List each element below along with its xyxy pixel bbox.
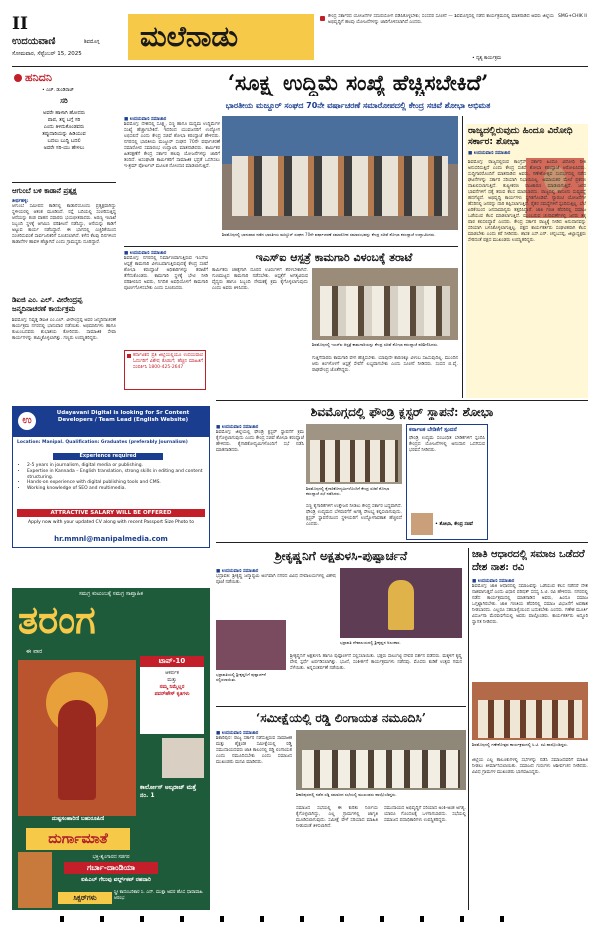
caste-photo-people — [478, 700, 582, 738]
hanidani-brand: ಹನಿದನಿ — [25, 71, 52, 84]
krishna-caption-2: ಭದ್ರಾವತಿ ದೇವಾಲಯದಲ್ಲಿ ಶ್ರೀಕೃಷ್ಣನ ಅಲಂಕಾರ. — [340, 640, 401, 645]
top10-line: ಮತ್ತು — [167, 677, 177, 683]
dancer-photo — [18, 852, 52, 908]
poem-title: ಸರಿ — [60, 97, 68, 105]
top10-line: ನಮ್ಮ ನಿಮ್ಮೆಲ್ಲರ — [159, 684, 185, 690]
caste-divider — [468, 548, 469, 910]
esi-story-tag: ■ ಉದಯವಾಣಿ ಸಮಾಚಾರ — [124, 251, 167, 256]
alcaraz-blurb: ಕಾರ್ಲೋಸ್ ಅಲ್ಕರಾಜ್ ಮತ್ತೆ ನಂ. 1 — [140, 784, 197, 799]
taranga-issue: ಈ ವಾರ — [26, 648, 43, 655]
durga-image — [18, 660, 136, 816]
notice-body: ಕರ್ನಾಟಕದ ಪ್ರತಿ ಜಿಲ್ಲೆಯಲ್ಲಿಯೂ ಉದಯವಾಣಿ ಓದುಗರಿಗೆ ವಿಶೇಷ ಕೊಡುಗೆ; ಹೆಚ್ಚಿನ ಮಾಹಿತಿಗೆ ಸಂಪರ್ಕಿಸಿ 1800-425-2647 — [133, 353, 203, 370]
foundry-photo-caption: ಶಿವಮೊಗ್ಗದಲ್ಲಿ ಕೈಗಾರಿಕೋದ್ಯಮಿಗಳೊಂದಿಗೆ ಕೇಂದ್ರ ಸಚಿವೆ ಶೋಭಾ ಕರಂದ್ಲಾಜೆ ಸಭೆ ನಡೆಸಿದರು. — [306, 486, 390, 496]
esi-photo-people — [320, 286, 450, 336]
main-headline: ‘ಸೂಕ್ಷ್ಮ ಉದ್ದಿಮೆ ಸಂಖ್ಯೆ ಹೆಚ್ಚಿಸಬೇಕಿದೆ’ — [227, 70, 489, 95]
poem-line: ಬದಲು ಬುದ್ಧಿ ಬದಲಿ — [47, 138, 81, 144]
job-ad — [12, 406, 210, 548]
notice-icon — [127, 354, 131, 358]
taranga-ad — [12, 588, 210, 910]
top10-line: ಆಕರ್ಷಕ — [165, 670, 179, 676]
main-story-col1 — [124, 116, 220, 244]
requirement-item: • Hands-on experience with digital publishing tools and CMS. — [27, 480, 205, 486]
main-story-tag: ■ ಉದಯವಾಣಿ ಸಮಾಚಾರ — [124, 117, 167, 122]
esi-photo-caption: ಶಿವಮೊಗ್ಗದಲ್ಲಿ ಇಎಸ್‌ಐ ಆಸ್ಪತ್ರೆ ಕಾಮಗಾರಿಯನ್ನು ಕೇಂದ್ರ ಸಚಿವೆ ಶೋಭಾ ಕರಂದ್ಲಾಜೆ ಪರಿಶೀಲಿಸಿದರು. — [312, 342, 439, 347]
main-divider — [124, 246, 458, 247]
esi-story-text: ಶಿವಮೊಗ್ಗ: ನಗರದಲ್ಲಿ ನಿರ್ಮಾಣವಾಗುತ್ತಿರುವ ಇಎಸ್‌ಐ ಆಸ್ಪತ್ರೆ ಕಾಮಗಾರಿ ವಿಳಂಬವಾಗುತ್ತಿರುವುದಕ್ಕೆ ಕೇಂದ್ರ ಸಚಿವೆ ಶೋಭಾ ಕರಂದ್ಲಾಜೆ ಅಧಿಕಾರಿಗಳನ್ನು ತರಾಟೆಗೆ ತೆಗೆದುಕೊಂಡರು. ಕಾಮಗಾರಿ ಸ್ಥಳಕ್ಕೆ ಭೇಟಿ ನೀಡಿ ಪರಿಶೀಲಿಸಿದ ಅವರು, ನಿಗದಿತ ಅವಧಿಯೊಳಗೆ ಕಾಮಗಾರಿ ಪೂರ್ಣಗೊಳಿಸಬೇಕು ಎಂದು ಸೂಚಿಸಿದರು. — [124, 256, 208, 291]
lingayat-story-col2: ಸಮಾಜದ ಸಭೆಯಲ್ಲಿ ಈ ಕುರಿತು ನಿರ್ಣಯ ಕೈಗೊಳ್ಳಲಾಗಿದ್ದು, ಎಲ್ಲ ಗ್ರಾಮಗಳಲ್ಲಿ ಜಾಗೃತಿ ಮೂಡಿಸಲಾಗುವುದು. ಸಮೀಕ್ಷೆ ವೇಳೆ ಸರಿಯಾದ ಮಾಹಿತಿ ನೀಡುವಂತೆ ತಿಳಿಸಲಾಗಿದೆ. — [296, 806, 378, 829]
krishna-story — [216, 568, 336, 618]
lingayat-story-tag: ■ ಉದಯವಾಣಿ ಸಮಾಚಾರ — [216, 731, 259, 736]
caste-story-tag: ■ ಉದಯವಾಣಿ ಸಮಾಚಾರ — [472, 579, 515, 584]
lingayat-rule — [216, 706, 466, 707]
stage-people — [232, 156, 448, 216]
poem-line: ಅವರೇ ಸರಿ-ಯು ಹೇಳಲು — [43, 145, 85, 151]
foundry-photo-people — [310, 440, 398, 482]
garba-title: ಗರ್ಬಾ-ದಾಂಡಿಯಾ — [64, 862, 158, 874]
elephant-story — [12, 186, 116, 292]
top-news-icon — [320, 16, 325, 21]
udayavani-logo-icon: ಉ — [18, 412, 36, 430]
foundry-sidebar — [406, 424, 488, 540]
issue-date: ಸೋಮವಾರ, ಸೆಪ್ಟೆಂಬರ್ 15, 2025 — [12, 51, 82, 57]
job-ad-requirements — [21, 463, 205, 492]
esi-story — [124, 250, 208, 346]
ipl-blurb: ಐಪಿಎಲ್ ಗೆಲುವು ವರ್ಲ್ಡ್‌ಕಪ್ ರಹದಾರಿ — [81, 877, 151, 883]
masthead — [12, 14, 588, 64]
lingayat-photo — [296, 730, 466, 790]
hanidani-logo-icon — [14, 74, 22, 82]
main-photo — [222, 116, 458, 230]
notice-box — [124, 350, 206, 390]
lingayat-headline: ‘ಸಮೀಕ್ಷೆಯಲ್ಲಿ ರಡ್ಡಿ ಲಿಂಗಾಯತ ನಮೂದಿಸಿ’ — [256, 711, 426, 725]
foundry-photo — [306, 424, 402, 484]
foundry-story-tag: ■ ಉದಯವಾಣಿ ಸಮಾಚಾರ — [216, 425, 259, 430]
foundry-story-col2: ಸಣ್ಣ ಕೈಗಾರಿಕೆಗಳಿಗೆ ಉತ್ತೇಜನ ನೀಡಲು ಕೇಂದ್ರ ಸರ್ಕಾರ ಬದ್ಧವಾಗಿದೆ. ಫೌಂಡ್ರಿ ಉದ್ಯಮದ ಬೆಳವಣಿಗೆಗೆ ಅಗತ್ಯ ಸೌಲಭ್ಯ ಕಲ್ಪಿಸಲಾಗುವುದು. ಕ್ಲಸ್ಟರ್ ಸ್ಥಾಪನೆಯಿಂದ ಸ್ಥಳೀಯರಿಗೆ ಉದ್ಯೋಗಾವಕಾಶ ಹೆಚ್ಚಲಿದೆ ಎಂದರು. — [306, 504, 402, 527]
requirement-item: • Expertise in Kannada – English translation, strong skills in editing and content structuring. — [27, 469, 205, 481]
taranga-title: ತರಂಗ — [18, 598, 96, 642]
requirement-item: • 2-5 years in journalism, digital media or publishing. — [27, 463, 205, 469]
elephant-story-headline: ಆಗುಂಬೆ ಬಳಿ ಕಾಡಾನೆ ಪ್ರತ್ಯಕ್ಷ — [12, 186, 77, 195]
main-photo-caption: ಶಿವಮೊಗ್ಗದಲ್ಲಿ ಭಾನುವಾರ ನಡೆದ ಭಾರತೀಯ ಮಜ್ದೂರ್ ಸಂಘದ 70ನೇ ವರ್ಷಾಚರಣೆ ಸಮಾರೋಪ ಸಮಾರಂಭವನ್ನು ಕೇಂದ್ರ ಸಚಿವೆ ಶೋಭಾ ಕರಂದ್ಲಾಜೆ ಉದ್ಘಾಟಿಸಿದರು. — [222, 232, 436, 237]
poem — [12, 110, 116, 152]
lower-divider — [216, 542, 588, 543]
lingayat-story — [216, 730, 292, 910]
caste-headline: ಜಾತಿ ಆಧಾರದಲ್ಲಿ ಸಮಾಜ ಒಡೆದರೆ ದೇಶ ನಾಶ: ರವಿ — [472, 549, 585, 573]
krishna-photo-1 — [216, 620, 286, 670]
top10-line: ಪವರ್‌ಹೌಸ್ ಕೃತಿಗಳು — [154, 691, 190, 697]
right-story — [466, 124, 588, 398]
lingayat-story-text: ಶಿಕಾರಿಪುರ: ರಾಜ್ಯ ಸರ್ಕಾರ ನಡೆಸುತ್ತಿರುವ ಸಾಮಾಜಿಕ ಮತ್ತು ಶೈಕ್ಷಣಿಕ ಸಮೀಕ್ಷೆಯಲ್ಲಿ ರಡ್ಡಿ ಸಮುದಾಯದವರು ಜಾತಿ ಕಾಲಂನಲ್ಲಿ ರಡ್ಡಿ ಲಿಂಗಾಯತ ಎಂದು ನಮೂದಿಸಬೇಕು ಎಂದು ಸಮಾಜದ ಮುಖಂಡರು ಮನವಿ ಮಾಡಿದರು. — [216, 736, 292, 765]
durga-figure — [58, 700, 96, 800]
garba-small: ಭಕ್ತಿ-ಶೃಂಗಾರದ ಸಡಗರ — [92, 854, 130, 860]
poem-line: ತಪ್ಪುದಾರಿಯನ್ನು ಹಿಡಿಯುವ — [42, 131, 86, 137]
elephant-story-byline: ತೀರ್ಥಹಳ್ಳಿ: — [12, 199, 29, 204]
job-ad-apply: Apply now with your updated CV along with recent Passport Size Photo to — [28, 520, 194, 525]
lingayat-photo-caption: ಶಿಕಾರಿಪುರದಲ್ಲಿ ನಡೆದ ರಡ್ಡಿ ಸಮಾಜದ ಸಭೆಯಲ್ಲಿ ಮುಖಂಡರು ಪಾಲ್ಗೊಂಡಿದ್ದರು. — [296, 792, 397, 797]
edition-label: ಶಿವಮೊಗ್ಗ — [84, 39, 100, 45]
foundry-sidebar-credit: • ಶೋಭಾ, ಕೇಂದ್ರ ಸಚಿವೆ — [435, 522, 473, 527]
caste-story-text: ಶಿವಮೊಗ್ಗ: ಜಾತಿ ಆಧಾರದಲ್ಲಿ ಸಮಾಜವನ್ನು ಒಡೆಯುವ ಕೆಲಸ ನಡೆದರೆ ದೇಶ ನಾಶವಾಗುತ್ತದೆ ಎಂದು ವಿಧಾನ ಪರಿಷತ್ ಸದಸ್ಯ ಸಿ.ಟಿ. ರವಿ ಹೇಳಿದರು. ನಗರದಲ್ಲಿ ನಡೆದ ಕಾರ್ಯಕ್ರಮದಲ್ಲಿ ಮಾತನಾಡಿದ ಅವರು, ಹಿಂದೂ ಸಮಾಜ ಒಗ್ಗಟ್ಟಾಗಿರಬೇಕು. ಜಾತಿ ಗಣತಿಯ ಹೆಸರಿನಲ್ಲಿ ಸಮಾಜ ವಿಭಜನೆಗೆ ಅವಕಾಶ ನೀಡಬಾರದು. ಎಲ್ಲರೂ ಸಹಬಾಳ್ವೆಯಿಂದ ಬದುಕಬೇಕು ಎಂದರು. ಗಣೇಶ ಮೂರ್ತಿ ವಿಸರ್ಜನಾ ಮೆರವಣಿಗೆಯಲ್ಲಿ ಅವರು ಪಾಲ್ಗೊಂಡರು. ಕಾರ್ಯಕರ್ತರು ಅದ್ದೂರಿ ಸ್ವಾಗತ ನೀಡಿದರು. — [472, 584, 588, 625]
foundry-story — [216, 424, 304, 534]
foundry-sidebar-title: ಕರ್ನಾಟಕ ಬೇಡಿಕೆಗೆ ಸ್ಪಂದನೆ — [409, 427, 457, 433]
caste-photo — [472, 682, 588, 740]
foundry-rule — [216, 400, 588, 401]
sixers-blurb: ಸಿಕ್ಸರ್‌ಗಳು — [58, 892, 112, 904]
right-divider — [462, 116, 463, 398]
poet-name: • ಎಚ್. ಡುಂಡಿರಾಜ್ — [42, 88, 74, 93]
top10-box — [140, 656, 204, 734]
foundry-story-text: ಶಿವಮೊಗ್ಗ: ಜಿಲ್ಲೆಯಲ್ಲಿ ಫೌಂಡ್ರಿ ಕ್ಲಸ್ಟರ್ ಸ್ಥಾಪನೆಗೆ ಕ್ರಮ ಕೈಗೊಳ್ಳಲಾಗುವುದು ಎಂದು ಕೇಂದ್ರ ಸಚಿವೆ ಶೋಭಾ ಕರಂದ್ಲಾಜೆ ಹೇಳಿದರು. ಕೈಗಾರಿಕೋದ್ಯಮಿಗಳೊಂದಿಗೆ ಸಭೆ ನಡೆಸಿ ಮಾತನಾಡಿದರು. — [216, 430, 304, 453]
krishna-idol — [388, 580, 414, 630]
krishna-photo-2 — [340, 568, 462, 638]
poem-line: ಎಂದು ತಿಳಿದುಕೊಂಡವರು — [43, 124, 85, 130]
foundry-headline: ಶಿವಮೊಗ್ಗದಲ್ಲಿ ಫೌಂಡ್ರಿ ಕ್ಲಸ್ಟರ್ ಸ್ಥಾಪನೆ: ಶೋಭಾ — [310, 405, 494, 419]
poem-line: ಪಾಪ, ತನ್ನ ಬಗ್ಗೆ ಸರಿ — [47, 117, 81, 123]
top-news-credit: • ದೃಶ್ಯ ಕಾರ್ಯಕ್ರಮ — [472, 56, 502, 61]
requirement-item: • Working knowledge of SEO and multimedia. — [27, 486, 205, 492]
esi-photo — [312, 268, 458, 340]
caste-photo-caption: ಶಿವಮೊಗ್ಗದಲ್ಲಿ ಗಣೇಶೋತ್ಸವ ಕಾರ್ಯಕ್ರಮದಲ್ಲಿ ಸಿ.ಟಿ. ರವಿ ಪಾಲ್ಗೊಂಡಿದ್ದರು. — [472, 742, 569, 747]
section-title: ಮಲೆನಾಡು — [128, 14, 314, 60]
print-registration-marks — [60, 916, 540, 922]
page-code: SMG+CHIK II — [558, 14, 587, 19]
main-subhead: ಭಾರತೀಯ ಮಜ್ದೂರ್ ಸಂಘದ 70ನೇ ವರ್ಷಾಚರಣೆ ಸಮಾರೋಪದಲ್ಲಿ ಕೇಂದ್ರ ಸಚಿವೆ ಶೋಭಾ ಅಭಿಮತ — [225, 101, 491, 110]
esi-story-col2: ಕಾರ್ಮಿಕರು ಚಿಕಿತ್ಸೆಗಾಗಿ ದೂರದ ಊರುಗಳಿಗೆ ತೆರಳಬೇಕಾಗಿದೆ. ಗುಣಮಟ್ಟದ ಕಾಮಗಾರಿ ನಡೆಸಬೇಕು. ಆಸ್ಪತ್ರೆಗೆ ಅಗತ್ಯವಿರುವ ವೈದ್ಯರು ಹಾಗೂ ಸಿಬ್ಬಂದಿ ನೇಮಕಕ್ಕೆ ಕ್ರಮ ಕೈಗೊಳ್ಳಲಾಗುವುದು ಎಂದು ಅವರು ತಿಳಿಸಿದರು. — [212, 268, 308, 291]
top-news: ಕೇಂದ್ರ ಸರ್ಕಾರದ ಯೋಜನೆಗಳ ಸದುಪಯೋಗ ಪಡಿಸಿಕೊಳ್ಳಬೇಕು; ಸಂಸದರ ಸೂಚನೆ — ಶಿವಮೊಗ್ಗದಲ್ಲಿ ನಡೆದ ಕಾರ್ಯಕ್ರಮದಲ್ಲಿ ಮಾತನಾಡಿದ ಅವರು ಜಿಲ್ಲೆಯ ಅಭಿವೃದ್ಧಿಗೆ ಹಲವು ಯೋಜನೆಗಳನ್ನು ಜಾರಿಗೊಳಿಸಲಾಗಿದೆ ಎಂದರು. — [328, 14, 554, 25]
job-ad-salary: ATTRACTIVE SALARY WILL BE OFFERED — [17, 509, 205, 517]
top10-title: ಟಾಪ್-10 — [140, 656, 204, 667]
main-story-text: ಶಿವಮೊಗ್ಗ: ದೇಶದಲ್ಲಿ ಸೂಕ್ಷ್ಮ, ಸಣ್ಣ ಹಾಗೂ ಮಧ್ಯಮ ಉದ್ದಿಮೆಗಳ ಸಂಖ್ಯೆ ಹೆಚ್ಚಾಗಬೇಕಿದೆ. ಇದರಿಂದ ಯುವಜನರಿಗೆ ಉದ್ಯೋಗ ಲಭಿಸಲಿದೆ ಎಂದು ಕೇಂದ್ರ ಸಚಿವೆ ಶೋಭಾ ಕರಂದ್ಲಾಜೆ ಹೇಳಿದರು. ನಗರದಲ್ಲಿ ಭಾರತೀಯ ಮಜ್ದೂರ್ ಸಂಘದ 70ನೇ ವರ್ಷಾಚರಣೆ ಸಮಾರೋಪ ಸಮಾರಂಭ ಉದ್ಘಾಟಿಸಿ ಮಾತನಾಡಿದರು. ಕಾರ್ಮಿಕರ ಹಿತರಕ್ಷಣೆಗೆ ಕೇಂದ್ರ ಸರ್ಕಾರ ಹಲವು ಯೋಜನೆಗಳನ್ನು ಜಾರಿಗೆ ತಂದಿದೆ. ಅಸಂಘಟಿತ ಕಾರ್ಮಿಕರಿಗೆ ಸಾಮಾಜಿಕ ಭದ್ರತೆ ಒದಗಿಸಲು ಇ-ಶ್ರಮ್ ಪೋರ್ಟಲ್ ಮೂಲಕ ನೋಂದಣಿ ಮಾಡಲಾಗುತ್ತಿದೆ. — [124, 122, 220, 169]
durga-title: ದುರ್ಗಾಮಾತೆ — [26, 828, 130, 850]
hanidani-column — [12, 70, 116, 180]
elephant-story-body: ಆಗುಂಬೆ ಸಮೀಪದ ಕಾಡಿನಲ್ಲಿ ಕಾಡಾನೆಯೊಂದು ಪ್ರತ್ಯಕ್ಷವಾಗಿದ್ದು ಸ್ಥಳೀಯರಲ್ಲಿ ಆತಂಕ ಮೂಡಿಸಿದೆ. ರಸ್ತೆ ಬದಿಯಲ್ಲಿ ಸಂಚರಿಸುತ್ತಿದ್ದ ಆನೆಯನ್ನು ಕಂಡ ವಾಹನ ಸವಾರರು ಭಯಭೀತರಾದರು. ಅರಣ್ಯ ಇಲಾಖೆ ಸಿಬ್ಬಂದಿ ಸ್ಥಳಕ್ಕೆ ಆಗಮಿಸಿ ಪರಿಶೀಲನೆ ನಡೆಸಿದ್ದು, ಆನೆಯನ್ನು ಕಾಡಿಗೆ ಅಟ್ಟುವ ಕಾರ್ಯ ನಡೆಸಿದ್ದಾರೆ. ಈ ಭಾಗದಲ್ಲಿ ಎಚ್ಚರಿಕೆಯಿಂದ ಸಂಚರಿಸುವಂತೆ ಸಾರ್ವಜನಿಕರಿಗೆ ಸೂಚಿಸಲಾಗಿದೆ. ಕಳೆದ ಕೆಲವು ದಿನಗಳಿಂದ ಕಾಡಾನೆಗಳ ಹಾವಳಿ ಹೆಚ್ಚಾಗಿದೆ ಎಂದು ಗ್ರಾಮಸ್ಥರು ದೂರಿದ್ದಾರೆ. — [12, 204, 116, 245]
dig-story — [12, 295, 116, 395]
krishna-headline: ಶ್ರೀಕೃಷ್ಣನಿಗೆ ಅಕ್ಷತುಳಸಿ-ಪುಷ್ಪಾರ್ಚನೆ — [274, 549, 408, 563]
masthead-rule — [12, 66, 588, 67]
paper-name: ಉದಯವಾಣಿ — [12, 36, 56, 47]
poem-line: ಅವರೇ ಹಾಳಾಗಿ ಹೋದರು — [42, 110, 86, 116]
krishna-story-col2: ಶ್ರೀಕೃಷ್ಣನಿಗೆ ಅಕ್ಷತುಳಸಿ ಹಾಗೂ ಪುಷ್ಪಾರ್ಚನೆ ಸಲ್ಲಿಸಲಾಯಿತು. ಭಕ್ತರು ಸಾಲುಗಟ್ಟಿ ದೇವರ ದರ್ಶನ ಪಡೆದರು. ಮಕ್ಕಳಿಗೆ ಕೃಷ್ಣ ವೇಷ ಸ್ಪರ್ಧೆ ಏರ್ಪಡಿಸಲಾಗಿತ್ತು. ಭಜನೆ, ಸಂಕೀರ್ತನೆ ಕಾರ್ಯಕ್ರಮಗಳು ನಡೆದವು. ಮೊಸರು ಕುಡಿಕೆ ಉತ್ಸವ ಗಮನ ಸೆಳೆಯಿತು. ಅನ್ನಸಂತರ್ಪಣೆ ನಡೆಯಿತು. — [290, 654, 462, 671]
right-story-text: ಶಿವಮೊಗ್ಗ: ರಾಜ್ಯದಲ್ಲಿರುವ ಕಾಂಗ್ರೆಸ್ ಸರ್ಕಾರ ಹಿಂದೂ ವಿರೋಧಿ ನೀತಿ ಅನುಸರಿಸುತ್ತಿದೆ ಎಂದು ಕೇಂದ್ರ ಸಚಿವೆ ಶೋಭಾ ಕರಂದ್ಲಾಜೆ ಆರೋಪಿಸಿದರು. ಸುದ್ದಿಗಾರರೊಂದಿಗೆ ಮಾತನಾಡಿದ ಅವರು, ಗಣೇಶೋತ್ಸವ ಸಂದರ್ಭದಲ್ಲಿ ನಡೆದ ಘಟನೆಗಳನ್ನು ಸರ್ಕಾರ ಸರಿಯಾಗಿ ನಿಭಾಯಿಸಿಲ್ಲ. ಅಮಾಯಕರ ಮೇಲೆ ಪ್ರಕರಣ ದಾಖಲಿಸಲಾಗುತ್ತಿದೆ. ತುಷ್ಟೀಕರಣ ರಾಜಕಾರಣ ಮಾಡಲಾಗುತ್ತಿದೆ. ಜನರ ಭಾವನೆಗಳಿಗೆ ಧಕ್ಕೆ ತರುವ ಕೆಲಸ ಮಾಡಬಾರದು. ರಾಜ್ಯದಲ್ಲಿ ಕಾನೂನು ಸುವ್ಯವಸ್ಥೆ ಹದಗೆಟ್ಟಿದೆ. ಅಭಿವೃದ್ಧಿ ಕಾರ್ಯಗಳು ಸ್ಥಗಿತಗೊಂಡಿವೆ. ಗ್ಯಾರಂಟಿ ಯೋಜನೆಗಳ ಹೆಸರಿನಲ್ಲಿ ಜನರನ್ನು ದಾರಿ ತಪ್ಪಿಸಲಾಗುತ್ತಿದೆ. ರೈತರ ಸಮಸ್ಯೆಗಳಿಗೆ ಸ್ಪಂದಿಸುತ್ತಿಲ್ಲ. ಬೆಲೆ ಏರಿಕೆಯಿಂದ ಜನಸಾಮಾನ್ಯರು ತತ್ತರಿಸಿದ್ದಾರೆ. ಜಾತಿ ಗಣತಿ ಹೆಸರಿನಲ್ಲಿ ಸಮಾಜ ಒಡೆಯುವ ಕೆಲಸ ಮಾಡಲಾಗುತ್ತಿದೆ. ಮುಂಬರುವ ಚುನಾವಣೆಗಳಲ್ಲಿ ಜನರು ತಕ್ಕ ಪಾಠ ಕಲಿಸಲಿದ್ದಾರೆ ಎಂದರು. ಕೇಂದ್ರ ಸರ್ಕಾರ ರಾಜ್ಯಕ್ಕೆ ನೀಡಿದ ಅನುದಾನವನ್ನು ಸರಿಯಾಗಿ ಬಳಸಿಕೊಳ್ಳಲಾಗುತ್ತಿಲ್ಲ. ಪಕ್ಷದ ಕಾರ್ಯಕರ್ತರು ಸಂಘಟಿತರಾಗಿ ಕೆಲಸ ಮಾಡಬೇಕು ಎಂದು ಕರೆ ನೀಡಿದರು. ಶಾಸಕ ಎಸ್.ಎನ್. ಚನ್ನಬಸಪ್ಪ, ಜಿಲ್ಲಾಧ್ಯಕ್ಷರು ಸೇರಿದಂತೆ ಪಕ್ಷದ ಮುಖಂಡರು ಉಪಸ್ಥಿತರಿದ್ದರು. — [468, 160, 586, 243]
caste-story — [472, 578, 588, 678]
esi-headline: ಇಎಸ್‌ಐ ಆಸ್ಪತ್ರೆ ಕಾಮಗಾರಿ ವಿಳಂಬಕ್ಕೆ ತರಾಟೆ — [255, 251, 413, 264]
job-ad-exp-heading: Experience required — [53, 453, 163, 460]
left-divider — [12, 182, 116, 183]
right-story-tag: ■ ಉದಯವಾಣಿ ಸಮಾಚಾರ — [468, 151, 511, 156]
job-ad-location: Location: Manipal. Qualification: Graduates (preferably Journalism) — [17, 440, 188, 445]
page-number: II — [12, 14, 28, 34]
krishna-caption-1: ಭದ್ರಾವತಿಯಲ್ಲಿ ಶ್ರೀಕೃಷ್ಣನಿಗೆ ಪುಷ್ಪಾರ್ಚನೆ ಸಲ್ಲಿಸಲಾಯಿತು. — [216, 672, 266, 682]
durga-blurb: ದುಷ್ಟಸಂಹಾರಿಣಿ ಬಹುರೂಪಿಣಿ — [51, 816, 105, 822]
job-ad-headline: Udayavani Digital is looking for Sr Content Developers / Team Lead (English Website) — [56, 410, 190, 423]
krishna-story-text: ಭದ್ರಾವತಿ: ಶ್ರೀಕೃಷ್ಣ ಜನ್ಮಾಷ್ಟಮಿ ಅಂಗವಾಗಿ ನಗರದ ವಿವಿಧ ದೇವಾಲಯಗಳಲ್ಲಿ ವಿಶೇಷ ಪೂಜೆ ನಡೆಯಿತು. — [216, 574, 336, 585]
dig-story-headline: ಡಿಐಜಿ ಎಂ. ಎಲ್. ವೀರೇಂದ್ರಪ್ಪ ಜನ್ಮದಿನಾಚರಣೆ ಕಾರ್ಯಕ್ರಮ — [12, 295, 83, 313]
foundry-sidebar-text: ಫೌಂಡ್ರಿ ಉದ್ಯಮ ಸಂಬಂಧಿತ ಬೇಡಿಕೆಗಳಿಗೆ ಸ್ಪಂದಿಸಿ ಕೇಂದ್ರದ ಯೋಜನೆಗಳಲ್ಲಿ ಅನುದಾನ ಒದಗಿಸುವ ಭರವಸೆ ನೀಡಿದರು. — [409, 436, 485, 453]
novel-blurb: ಸ್ತ್ರೀ ಕಾದಂಬರಿಕಾರ ಸಿ. ಎನ್. ಮುಕ್ತಾ ಅವರ ಹೊಸ ಧಾರಾವಾಹಿ ಆರಂಭ — [114, 890, 203, 901]
foundry-sidebar-photo — [411, 513, 433, 535]
right-headline: ರಾಜ್ಯದಲ್ಲಿರುವುದು ಹಿಂದೂ ವಿರೋಧಿ ಸರ್ಕಾರ: ಶೋಭಾ — [468, 126, 573, 147]
lingayat-photo-people — [302, 750, 460, 788]
lingayat-story-col4: ಜಿಲ್ಲೆಯ ಎಲ್ಲ ತಾಲೂಕುಗಳಲ್ಲಿ ಸಭೆಗಳನ್ನು ನಡೆಸಿ ಸಮಾಜದವರಿಗೆ ಮಾಹಿತಿ ನೀಡಲು ತೀರ್ಮಾನಿಸಲಾಯಿತು. ಸಮಾಜದ ಗುರುಗಳು ಆಶೀರ್ವಚನ ನೀಡಿದರು. ವಿವಿಧ ಗ್ರಾಮಗಳ ಮುಖಂಡರು ಭಾಗವಹಿಸಿದ್ದರು. — [472, 758, 588, 775]
esi-story-col3: ಗುತ್ತಿಗೆದಾರರು ಕಾಮಗಾರಿ ವೇಗ ಹೆಚ್ಚಿಸಬೇಕು. ಯಾವುದೇ ಕಾರಣಕ್ಕೂ ವಿಳಂಬ ಸಹಿಸುವುದಿಲ್ಲ. ಮುಂದಿನ ಆರು ತಿಂಗಳೊಳಗೆ ಆಸ್ಪತ್ರೆ ಸೇವೆಗೆ ಲಭ್ಯವಾಗಬೇಕು ಎಂದು ಸೂಚನೆ ನೀಡಿದರು. ಸಂಸದ ಬಿ.ವೈ. ರಾಘವೇಂದ್ರ ಜೊತೆಗಿದ್ದರು. — [312, 356, 458, 373]
job-ad-email[interactable]: hr.mmnl@manipalmedia.com — [54, 535, 168, 543]
lingayat-story-col3: ಸಮುದಾಯದ ಅಭಿವೃದ್ಧಿಗೆ ಸರಿಯಾದ ಅಂಕಿ-ಅಂಶ ಅಗತ್ಯ. ಯಾರೂ ಗೊಂದಲಕ್ಕೆ ಒಳಗಾಗಬಾರದು. ಸಭೆಯಲ್ಲಿ ಸಮಾಜದ ಪದಾಧಿಕಾರಿಗಳು ಉಪಸ್ಥಿತರಿದ್ದರು. — [384, 806, 466, 823]
krishna-story-tag: ■ ಉದಯವಾಣಿ ಸಮಾಚಾರ — [216, 569, 259, 574]
dig-story-body: ಶಿವಮೊಗ್ಗ: ನಿವೃತ್ತ ಡಿಐಜಿ ಎಂ.ಎಲ್. ವೀರೇಂದ್ರಪ್ಪ ಅವರ ಜನ್ಮದಿನಾಚರಣೆ ಕಾರ್ಯಕ್ರಮ ನಗರದಲ್ಲಿ ಭಾನುವಾರ ನಡೆಯಿತು. ಅಭಿಮಾನಿಗಳು ಹಾಗೂ ಕುಟುಂಬದವರು ಶುಭಾಶಯ ಕೋರಿದರು. ಸಾಮಾಜಿಕ ಸೇವಾ ಕಾರ್ಯಗಳನ್ನು ಹಮ್ಮಿಕೊಳ್ಳಲಾಗಿತ್ತು. ಗಣ್ಯರು ಉಪಸ್ಥಿತರಿದ್ದರು. — [12, 318, 116, 341]
taranga-tagline: ಸಮಗ್ರ ಕುಟುಂಬಕ್ಕೆ ಸಮಗ್ರ ಸಾಪ್ತಾಹಿಕ — [79, 591, 143, 597]
alcaraz-photo — [162, 738, 204, 778]
